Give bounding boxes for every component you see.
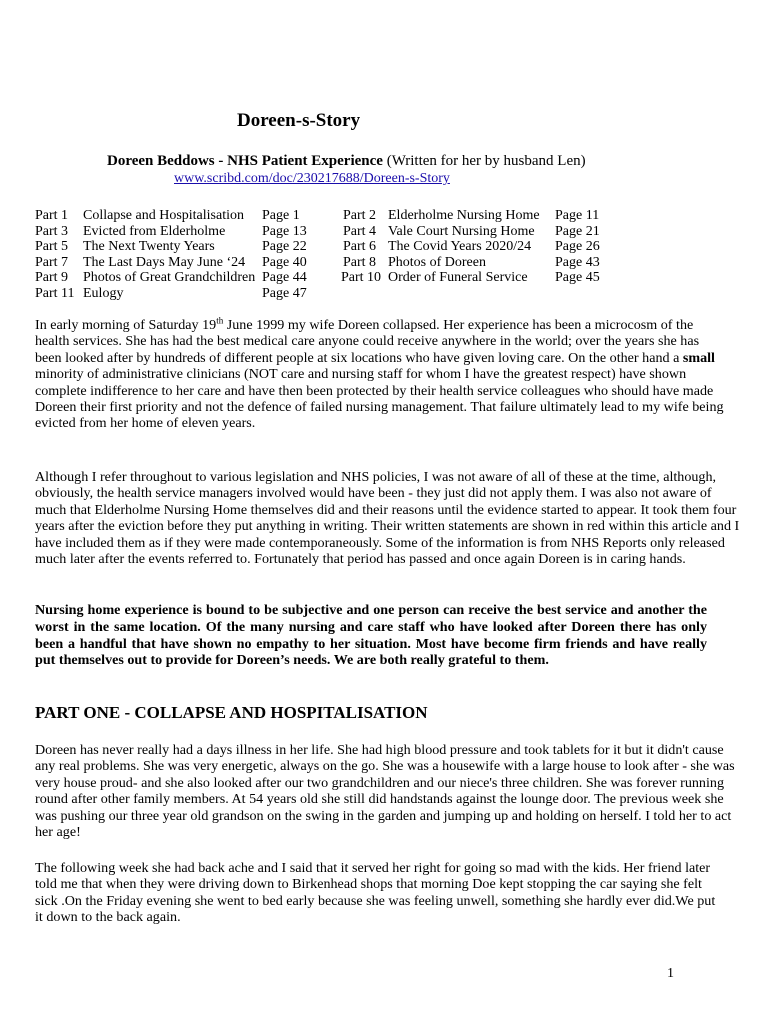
toc-page: Page 21 bbox=[555, 223, 600, 239]
toc-page: Page 40 bbox=[262, 254, 307, 270]
toc-title: The Covid Years 2020/24 bbox=[388, 239, 532, 255]
subtitle-note: (Written for her by husband Len) bbox=[386, 153, 586, 169]
toc-row bbox=[35, 286, 655, 302]
toc-part: Part 4 bbox=[343, 223, 377, 239]
toc-title: Vale Court Nursing Home bbox=[388, 223, 535, 239]
toc-part: Part 8 bbox=[343, 254, 377, 270]
intro-text: In early morning of Saturday 19 bbox=[35, 317, 217, 333]
toc-part: Part 10 bbox=[341, 270, 382, 286]
toc-title: Elderholme Nursing Home bbox=[388, 208, 540, 223]
toc-part: Part 3 bbox=[35, 223, 69, 239]
toc-page: Page 11 bbox=[555, 208, 600, 223]
toc-row bbox=[35, 270, 655, 286]
toc-page: Page 22 bbox=[262, 239, 307, 255]
toc-part: Part 7 bbox=[35, 254, 69, 270]
body-paragraph: Although I refer throughout to various legislation and NHS policies, I was not aware of all of these at the time, although, obviously, the health service managers involved would have been - they just did not apply them. I was also not aware of much that Elderholme Nursing Home themselves did and their reasons until the evidence started to appear. It took them four years after the eviction before they put anything in writing. Their written statements are shown in red within this article and I have included them as if they were made contemporaneously. Some of the information is from NHS Reports only released much later after the events referred to. Fortunately that period has passed and once again Doreen is in caring hands. bbox=[35, 469, 740, 568]
toc-title: Eulogy bbox=[83, 285, 124, 301]
body-paragraph: Doreen has never really had a days illness in her life. She had high blood pressure and took tablets for it but it didn't cause any real problems. She was very energetic, always on the go. She was a housewife with a large house to look after - she was very house proud- and she also looked after our two grandchildren and our niece's three children. She was forever running round after other family members. At 54 years old she still did handstands against the lounge door. The previous week she was pushing our three year old grandson on the swing in the garden and jumping up and holding on herself. I told her to act her age! bbox=[35, 742, 735, 841]
intro-paragraph bbox=[35, 317, 725, 432]
toc-title: Photos of Great Grandchildren bbox=[83, 270, 256, 286]
bold-paragraph: Nursing home experience is bound to be subjective and one person can receive the best service and another the worst in the same location. Of the many nursing and care staff who have looked after Doreen there has only been a handful that have shown no empathy to her situation. Most have become firm friends and have really put themselves out to provide for Doreen’s needs. We are both really grateful to them. bbox=[35, 602, 707, 669]
toc-part: Part 2 bbox=[343, 208, 377, 223]
intro-sup: th bbox=[216, 315, 224, 326]
toc-page: Page 47 bbox=[262, 285, 307, 301]
document-title: Doreen-s-Story bbox=[237, 110, 361, 131]
intro-bold: small bbox=[682, 349, 715, 366]
document-subtitle bbox=[107, 153, 586, 170]
section-heading: PART ONE - COLLAPSE AND HOSPITALISATION bbox=[35, 703, 428, 722]
toc-part: Part 11 bbox=[35, 285, 75, 301]
table-of-contents bbox=[35, 208, 655, 302]
intro-text: minority of administrative clinicians (NOT care and nursing staff for whom I have the greatest respect) have shown complete indifference to her care and have then been protected by their health service colleagues who should have made Doreen their first priority and not the defence of failed nursing management. That failure ultimately lead to my wife being evicted from her home of eleven years. bbox=[35, 366, 724, 432]
toc-part: Part 5 bbox=[35, 239, 69, 255]
toc-row bbox=[35, 224, 655, 240]
toc-page: Page 45 bbox=[555, 270, 600, 286]
toc-page: Page 13 bbox=[262, 223, 307, 239]
toc-title: The Last Days May June ‘24 bbox=[83, 254, 246, 270]
toc-page: Page 26 bbox=[555, 239, 600, 255]
toc-row bbox=[35, 255, 655, 271]
toc-part: Part 6 bbox=[343, 239, 377, 255]
body-paragraph: The following week she had back ache and I said that it served her right for going so mad with the kids. Her friend later told me that when they were driving down to Birkenhead shops that morning Doe kept stopping the car saying she felt sick .On the Friday evening she went to bed early because she was feeling unwell, something she hardly ever did.We put it down to the back again. bbox=[35, 860, 716, 926]
intro-text: June 1999 my wife Doreen collapsed. Her experience has been a microcosm of the health services. She has had the best medical care anyone could receive anywhere in the world; over the years she has been looked after by hundreds of different people at six locations who have given loving care. On the other hand a bbox=[35, 317, 700, 366]
toc-title: Photos of Doreen bbox=[388, 254, 486, 270]
scribd-link[interactable]: www.scribd.com/doc/230217688/Doreen-s-Story bbox=[174, 171, 450, 186]
toc-part: Part 1 bbox=[35, 208, 69, 223]
toc-title: The Next Twenty Years bbox=[83, 239, 215, 255]
toc-page: Page 43 bbox=[555, 254, 600, 270]
toc-row bbox=[35, 239, 655, 255]
subtitle-name: Doreen Beddows - NHS Patient Experience bbox=[107, 153, 383, 169]
toc-title: Evicted from Elderholme bbox=[83, 223, 226, 239]
toc-title: Order of Funeral Service bbox=[388, 270, 528, 286]
page-number: 1 bbox=[667, 966, 674, 981]
toc-page: Page 44 bbox=[262, 270, 307, 286]
toc-row bbox=[35, 208, 655, 224]
toc-part: Part 9 bbox=[35, 270, 69, 286]
toc-title: Collapse and Hospitalisation bbox=[83, 208, 244, 223]
toc-page: Page 1 bbox=[262, 208, 300, 223]
